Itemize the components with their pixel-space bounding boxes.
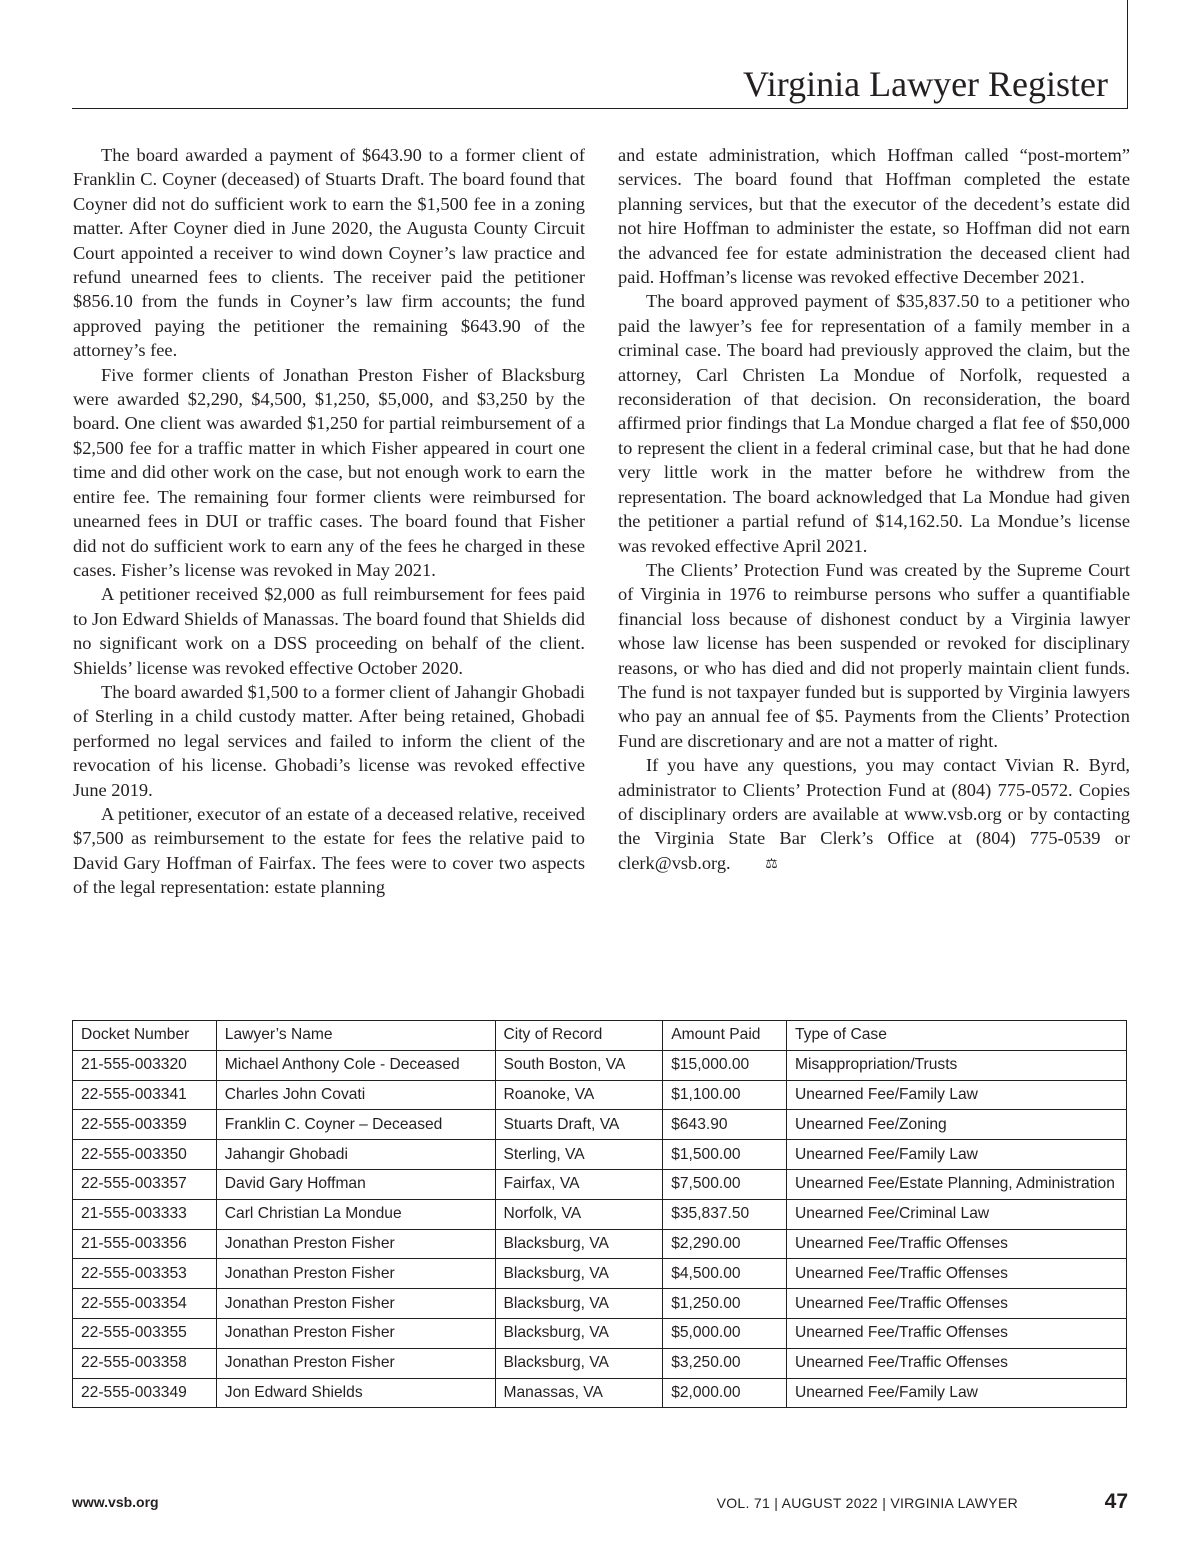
lawyer-name-cell: Jahangir Ghobadi [216,1140,495,1170]
case-type-cell: Unearned Fee/Traffic Offenses [787,1289,1127,1319]
amount-paid-cell: $7,500.00 [663,1169,787,1199]
column-header: Type of Case [787,1021,1127,1051]
scales-icon: ⚖ [765,856,778,872]
amount-paid-cell: $1,250.00 [663,1289,787,1319]
table-row [73,1348,1127,1378]
city-cell: Manassas, VA [495,1378,663,1408]
city-cell: Fairfax, VA [495,1169,663,1199]
lawyer-name-cell: Jonathan Preston Fisher [216,1289,495,1319]
docket-number-cell: 22-555-003358 [73,1348,217,1378]
table-row [73,1169,1127,1199]
lawyer-name-cell: Franklin C. Coyner – Deceased [216,1110,495,1140]
header-rule-vertical [1127,0,1128,108]
city-cell: Roanoke, VA [495,1080,663,1110]
amount-paid-cell: $2,290.00 [663,1229,787,1259]
table-row [73,1318,1127,1348]
docket-number-cell: 22-555-003353 [73,1259,217,1289]
closing-paragraph [618,753,1130,877]
lawyer-name-cell: Jonathan Preston Fisher [216,1259,495,1289]
column-header: City of Record [495,1021,663,1051]
city-cell: Blacksburg, VA [495,1229,663,1259]
table-row [73,1110,1127,1140]
table-row [73,1259,1127,1289]
city-cell: Blacksburg, VA [495,1259,663,1289]
case-type-cell: Unearned Fee/Traffic Offenses [787,1348,1127,1378]
docket-number-cell: 22-555-003359 [73,1110,217,1140]
docket-number-cell: 21-555-003320 [73,1050,217,1080]
case-type-cell: Unearned Fee/Family Law [787,1080,1127,1110]
docket-number-cell: 22-555-003357 [73,1169,217,1199]
table-row [73,1229,1127,1259]
case-type-cell: Unearned Fee/Criminal Law [787,1199,1127,1229]
table-row [73,1199,1127,1229]
docket-number-cell: 22-555-003349 [73,1378,217,1408]
lawyer-name-cell: David Gary Hoffman [216,1169,495,1199]
lawyer-name-cell: Jonathan Preston Fisher [216,1229,495,1259]
amount-paid-cell: $4,500.00 [663,1259,787,1289]
case-type-cell: Unearned Fee/Family Law [787,1378,1127,1408]
footer-website: www.vsb.org [72,1494,159,1510]
table-row [73,1080,1127,1110]
amount-paid-cell: $3,250.00 [663,1348,787,1378]
docket-number-cell: 22-555-003350 [73,1140,217,1170]
case-type-cell: Unearned Fee/Estate Planning, Administration [787,1169,1127,1199]
lawyer-name-cell: Jonathan Preston Fisher [216,1318,495,1348]
table-header-row [73,1021,1127,1051]
lawyer-name-cell: Carl Christian La Mondue [216,1199,495,1229]
city-cell: Blacksburg, VA [495,1318,663,1348]
claims-table [72,1020,1127,1408]
city-cell: Blacksburg, VA [495,1348,663,1378]
city-cell: Blacksburg, VA [495,1289,663,1319]
article-column-left [73,143,585,900]
docket-number-cell: 21-555-003333 [73,1199,217,1229]
footer-issue: VOL. 71 | AUGUST 2022 | VIRGINIA LAWYER [716,1495,1018,1511]
amount-paid-cell: $1,100.00 [663,1080,787,1110]
city-cell: Sterling, VA [495,1140,663,1170]
table-row [73,1140,1127,1170]
lawyer-name-cell: Jonathan Preston Fisher [216,1348,495,1378]
docket-number-cell: 22-555-003341 [73,1080,217,1110]
city-cell: Norfolk, VA [495,1199,663,1229]
city-cell: South Boston, VA [495,1050,663,1080]
amount-paid-cell: $2,000.00 [663,1378,787,1408]
closing-text: If you have any questions, you may contact Vivian R. Byrd, administrator to Clients’ Protection Fund at (804) 775-0572. Copies of disciplinary orders are available at www.vsb.org or by contacting the Virginia State Bar Clerk’s Office at (804) 775-0539 or clerk@vsb.org. [618,755,1130,873]
lawyer-name-cell: Charles John Covati [216,1080,495,1110]
page-title: Virginia Lawyer Register [742,64,1108,104]
amount-paid-cell: $643.90 [663,1110,787,1140]
article-paragraph-continued: and estate administration, which Hoffman called “post-mortem” services. The board found that Hoffman completed the estate planning services, but that the executor of the decedent’s estate did not hire Hoffman to administer the estate, so Hoffman did not earn the advanced fee for estate administration the deceased client had paid. Hoffman’s license was revoked effective December 2021. [618,145,1130,288]
case-type-cell: Misappropriation/Trusts [787,1050,1127,1080]
article-paragraph: The board awarded a payment of $643.90 to a former client of Franklin C. Coyner (deceased) of Stuarts Draft. The board found that Coyner did not do sufficient work to earn the $1,500 fee in a zoning matter. After Coyner died in June 2020, the Augusta County Circuit Court appointed a receiver to wind down Coyner’s law practice and refund unearned fees to clients. The receiver paid the petitioner $856.10 from the funds in Coyner’s law firm accounts; the fund approved paying the petitioner the remaining $643.90 of the attorney’s fee. [73,145,585,361]
amount-paid-cell: $35,837.50 [663,1199,787,1229]
amount-paid-cell: $15,000.00 [663,1050,787,1080]
article-paragraph: A petitioner received $2,000 as full reimbursement for fees paid to Jon Edward Shields of Manassas. The board found that Shields did no significant work on a DSS proceeding on behalf of the client. Shields’ license was revoked effective October 2020. [73,584,585,678]
article-paragraph: The board approved payment of $35,837.50 to a petitioner who paid the lawyer’s fee for representation of a family member in a criminal case. The board had previously approved the claim, but the attorney, Carl Christen La Mondue of Norfolk, requested a reconsideration of that decision. On reconsideration, the board affirmed prior findings that La Mondue charged a flat fee of $50,000 to represent the client in a federal criminal case, but that he had done very little work in the matter before he withdrew from the representation. The board acknowledged that La Mondue had given the petitioner a partial refund of $14,162.50. La Mondue’s license was revoked effective April 2021. [618,291,1130,556]
amount-paid-cell: $5,000.00 [663,1318,787,1348]
case-type-cell: Unearned Fee/Traffic Offenses [787,1229,1127,1259]
docket-number-cell: 22-555-003355 [73,1318,217,1348]
article-column-right [618,143,1130,877]
table-row [73,1378,1127,1408]
column-header: Lawyer’s Name [216,1021,495,1051]
table-row [73,1050,1127,1080]
case-type-cell: Unearned Fee/Family Law [787,1140,1127,1170]
article-paragraph: Five former clients of Jonathan Preston Fisher of Blacksburg were awarded $2,290, $4,500, $1,250, $5,000, and $3,250 by the board. One client was awarded $1,250 for partial reimbursement of a $2,500 fee for a traffic matter in which Fisher appeared in court one time and did other work on the case, but not enough work to earn the entire fee. The remaining four former clients were reimbursed for unearned fees in DUI or traffic cases. The board found that Fisher did not do sufficient work to earn any of the fees he charged in these cases. Fisher’s license was revoked in May 2021. [73,364,585,580]
article-paragraph: A petitioner, executor of an estate of a deceased relative, received $7,500 as reimbursement to the estate for fees the relative paid to David Gary Hoffman of Fairfax. The fees were to cover two aspects of the legal representation: estate planning [73,803,585,898]
column-header: Docket Number [73,1021,217,1051]
city-cell: Stuarts Draft, VA [495,1110,663,1140]
table-row [73,1289,1127,1319]
amount-paid-cell: $1,500.00 [663,1140,787,1170]
case-type-cell: Unearned Fee/Zoning [787,1110,1127,1140]
header-rule [72,108,1128,109]
column-header: Amount Paid [663,1021,787,1051]
article-paragraph: The board awarded $1,500 to a former client of Jahangir Ghobadi of Sterling in a child custody matter. After being retained, Ghobadi performed no legal services and failed to inform the client of the revocation of his license. Ghobadi’s license was revoked effective June 2019. [73,681,585,800]
case-type-cell: Unearned Fee/Traffic Offenses [787,1259,1127,1289]
docket-number-cell: 21-555-003356 [73,1229,217,1259]
case-type-cell: Unearned Fee/Traffic Offenses [787,1318,1127,1348]
article-paragraph: The Clients’ Protection Fund was created by the Supreme Court of Virginia in 1976 to reimburse persons who suffer a quantifiable financial loss because of dishonest conduct by a Virginia lawyer whose law license has been suspended or revoked for disciplinary reasons, or who has died and did not properly maintain client funds. The fund is not taxpayer funded but is supported by Virginia lawyers who pay an annual fee of $5. Payments from the Clients’ Protection Fund are discretionary and are not a matter of right. [618,559,1130,751]
lawyer-name-cell: Michael Anthony Cole - Deceased [216,1050,495,1080]
docket-number-cell: 22-555-003354 [73,1289,217,1319]
lawyer-name-cell: Jon Edward Shields [216,1378,495,1408]
page-number: 47 [1104,1490,1128,1513]
